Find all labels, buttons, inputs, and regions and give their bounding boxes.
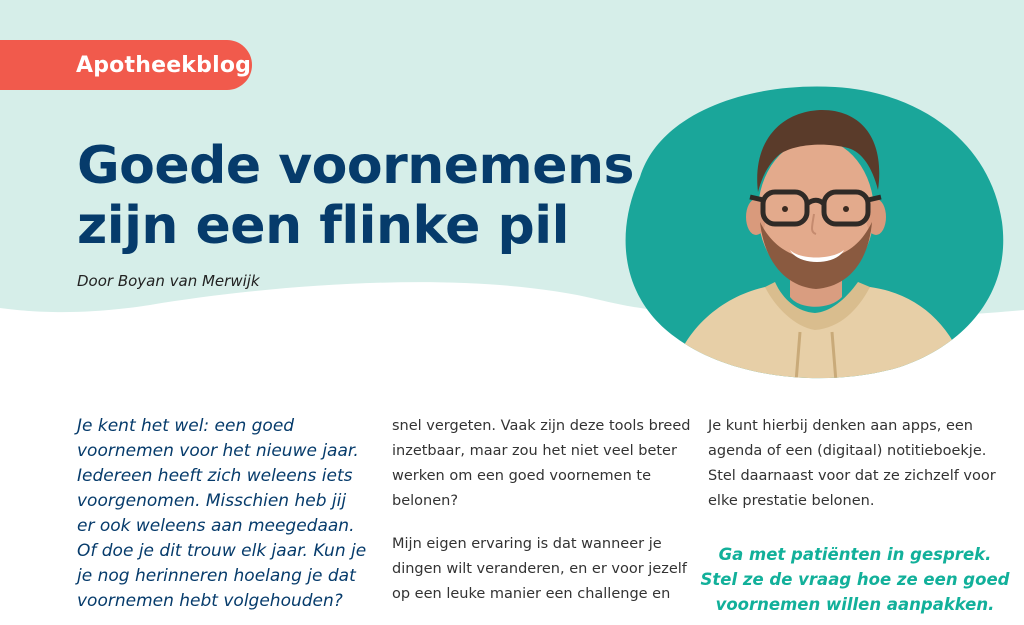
body-paragraph xyxy=(392,532,692,607)
intro-line: Of doe je dit trouw elk jaar. Kun je xyxy=(77,541,367,561)
body-line: Mijn eigen ervaring is dat wanneer je xyxy=(392,536,662,552)
intro-line: Iedereen heeft zich weleens iets xyxy=(77,466,353,486)
body-paragraph xyxy=(708,414,1008,514)
article-title xyxy=(77,136,637,256)
article-title-line: Goede voornemens xyxy=(77,136,634,196)
body-line: Je kunt hierbij denken aan apps, een xyxy=(708,418,973,434)
blog-category-tag xyxy=(0,40,252,90)
body-line: snel vergeten. Vaak zijn deze tools breed xyxy=(392,418,691,434)
intro-column xyxy=(77,414,377,614)
intro-line: er ook weleens aan meegedaan. xyxy=(77,516,355,536)
body-line: elke prestatie belonen. xyxy=(708,493,875,509)
body-line: agenda of een (digitaal) notitieboekje. xyxy=(708,443,987,459)
pull-quote-line: Ga met patiënten in gesprek. xyxy=(718,545,992,564)
body-line: werken om een goed voornemen te xyxy=(392,468,651,484)
intro-line: voornemen hebt volgehouden? xyxy=(77,591,343,611)
pull-quote-line: Stel ze de vraag hoe ze een goed xyxy=(700,570,1010,589)
body-column-3 xyxy=(708,414,1008,514)
intro-line: je nog herinneren hoelang je dat xyxy=(77,566,356,586)
pull-quote-line: voornemen willen aanpakken. xyxy=(715,595,995,614)
body-line: belonen? xyxy=(392,493,459,509)
body-paragraph xyxy=(392,414,692,514)
intro-line: Je kent het wel: een goed xyxy=(77,416,295,436)
intro-line: voornemen voor het nieuwe jaar. xyxy=(77,441,359,461)
blog-category-label: Apotheekblog xyxy=(76,52,252,78)
article-title-line: zijn een flinke pil xyxy=(77,196,569,256)
body-line: op een leuke manier een challenge en xyxy=(392,586,671,602)
pull-quote xyxy=(700,542,1010,617)
body-line: Stel daarnaast voor dat ze zichzelf voor xyxy=(708,468,996,484)
body-line: dingen wilt veranderen, en er voor jezelf xyxy=(392,561,687,577)
author-portrait-image xyxy=(600,82,1005,382)
intro-line: voorgenomen. Misschien heb jij xyxy=(77,491,347,511)
author-byline: Door Boyan van Merwijk xyxy=(77,272,260,290)
body-line: inzetbaar, maar zou het niet veel beter xyxy=(392,443,677,459)
body-column-2 xyxy=(392,414,692,607)
